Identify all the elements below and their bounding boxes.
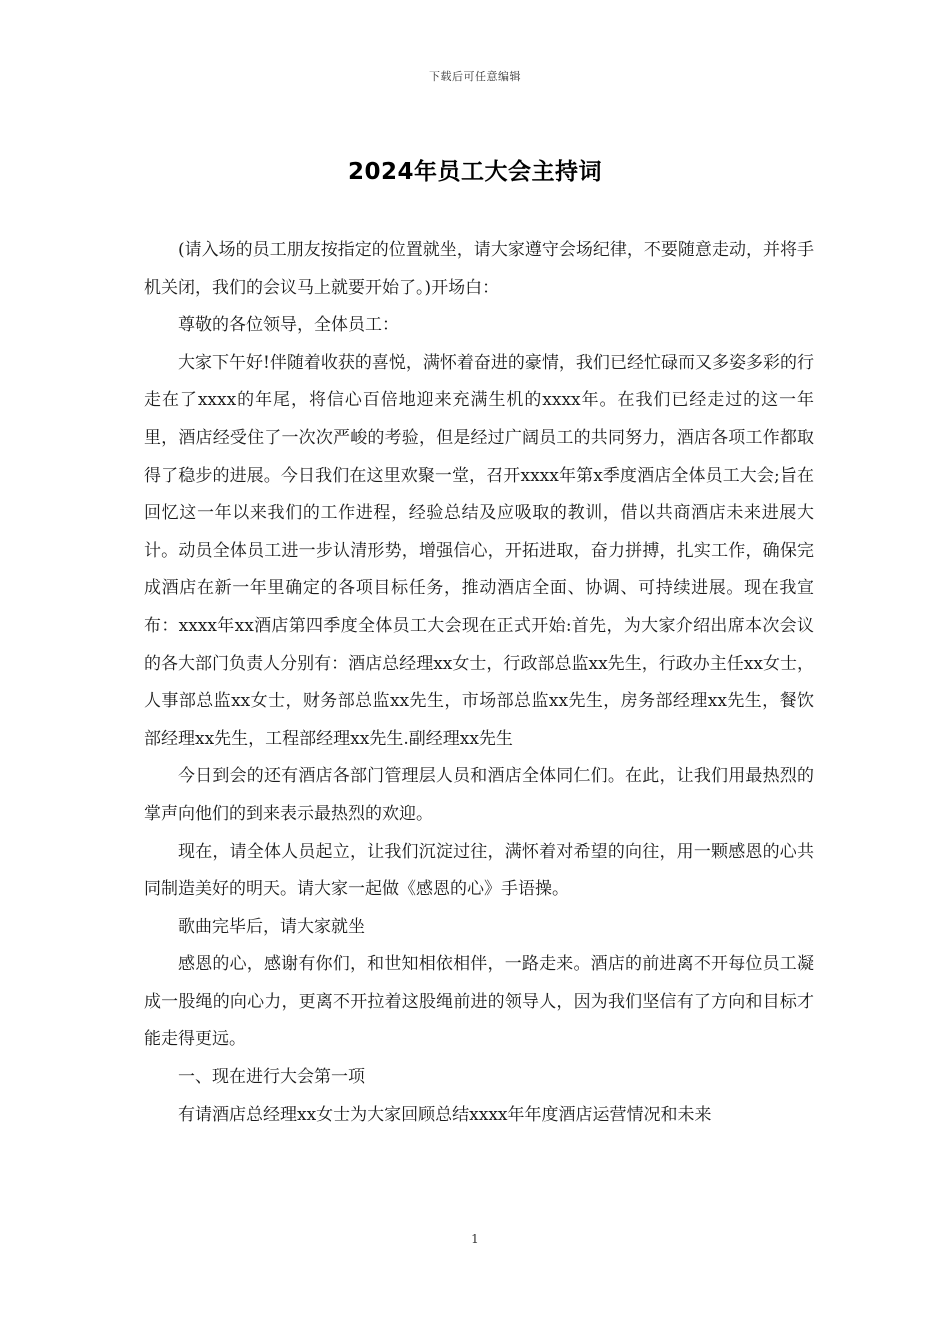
section-heading-item-one: 一、现在进行大会第一项 bbox=[178, 1067, 365, 1088]
paragraph-salutation: 尊敬的各位领导，全体员工： bbox=[178, 315, 399, 336]
page-number: 1 bbox=[471, 1232, 479, 1246]
paragraph-be-seated: 歌曲完毕后，请大家就坐 bbox=[178, 916, 365, 937]
paragraph-gm-review: 有请酒店总经理xx女士为大家回顾总结xxxx年年度酒店运营情况和未来 bbox=[178, 1104, 712, 1125]
paragraph-opening-speech: 大家下午好!伴随着收获的喜悦，满怀着奋进的豪情，我们已经忙碌而又多姿多彩的行走在了xxxx的年尾，将信心百倍地迎来充满生机的xxxx年。在我们已经走过的这一年里，酒店经受住了一次次严峻的考验，但是经过广阔员工的共同努力，酒店各项工作都取得了稳步的进展。今日我们在这里欢聚一堂，召开xxxx年第x季度酒店全体员工大会;旨在回忆这一年以来我们的工作进程，经验总结及应吸取的教训，借以共商酒店未来进展大计。动员全体员工进一步认清形势，增强信心，开拓进取，奋力拼搏，扎实工作，确保完成酒店在新一年里确定的各项目标任务，推动酒店全面、协调、可持续进展。现在我宣布：xxxx年xx酒店第四季度全体员工大会现在正式开始:首先，为大家介绍出席本次会议的各大部门负责人分别有：酒店总经理xx女士，行政部总监xx先生，行政办主任xx女士，人事部总监xx女士，财务部总监xx先生，市场部总监xx先生，房务部经理xx先生，餐饮部经理xx先生，工程部经理xx先生.副经理xx先生 bbox=[144, 352, 814, 749]
paragraph-gratitude: 感恩的心，感谢有你们，和世知相依相伴，一路走来。酒店的前进离不开每位员工凝成一股绳的向心力，更离不开拉着这股绳前进的领导人，因为我们坚信有了方向和目标才能走得更远。 bbox=[144, 954, 814, 1050]
paragraph-intro-instructions: (请入场的员工朋友按指定的位置就坐，请大家遵守会场纪律，不要随意走动，并将手机关闭，我们的会议马上就要开始了。)开场白： bbox=[144, 240, 814, 298]
paragraph-stand-up: 现在，请全体人员起立，让我们沉淀过往，满怀着对希望的向往，用一颗感恩的心共同制造美好的明天。请大家一起做《感恩的心》手语操。 bbox=[144, 841, 814, 900]
document-title: 2024年员工大会主持词 bbox=[347, 159, 602, 185]
header-note: 下载后可任意编辑 bbox=[429, 70, 521, 83]
paragraph-welcome: 今日到会的还有酒店各部门管理层人员和酒店全体同仁们。在此，让我们用最热烈的掌声向他们的到来表示最热烈的欢迎。 bbox=[144, 766, 814, 824]
document-body bbox=[144, 232, 814, 1134]
